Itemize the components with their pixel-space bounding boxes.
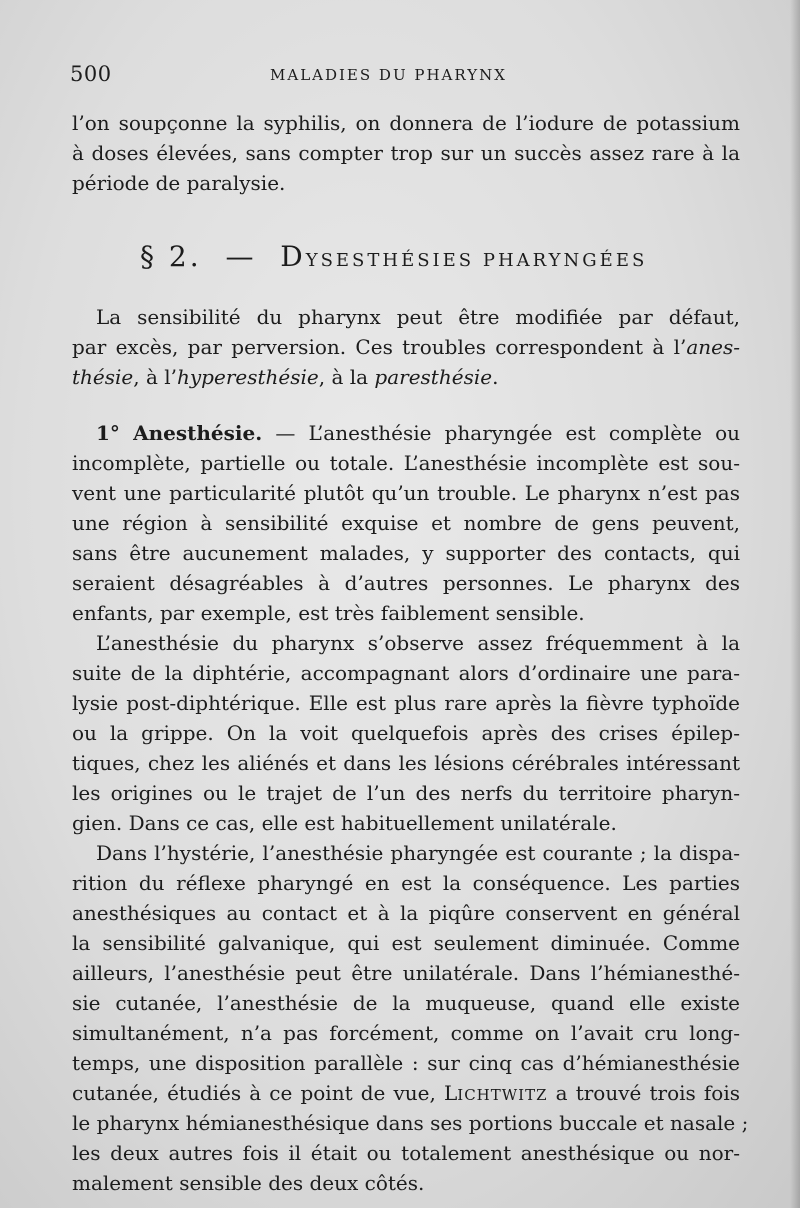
author-name-rest: ICHTWITZ [457, 1086, 548, 1104]
text-line [72, 1078, 740, 1108]
page-edge-shadow [790, 0, 800, 1208]
text-line: vent une particularité plutôt qu’un trouble. Le pharynx n’est pas [72, 481, 740, 505]
text-line: gien. Dans ce cas, elle est habituellement unilatérale. [72, 811, 617, 835]
text-line: L’anesthésie du pharynx s’observe assez fréquemment à la [96, 631, 740, 655]
section-title-initial: D [280, 240, 306, 273]
text-line: l’on soupçonne la syphilis, on donnera de l’iodure de potassium [72, 111, 740, 135]
text-line [72, 332, 740, 362]
text-span: — L’anesthésie pharyngée est complète ou [262, 421, 741, 445]
text-line: suite de la diphtérie, accompagnant alors d’ordinaire une para- [72, 661, 740, 685]
italic-term: thésie [72, 365, 134, 389]
text-span: par excès, par perversion. Ces troubles correspondent à l’ [72, 335, 687, 359]
text-line: ailleurs, l’anesthésie peut être unilatérale. Dans l’hémianesthé- [72, 961, 740, 985]
running-head [70, 62, 730, 92]
text-line: sie cutanée, l’anesthésie de la muqueuse, quand elle existe [72, 991, 740, 1015]
section-dash: — [225, 240, 257, 273]
running-title: MALADIES DU PHARYNX [270, 66, 507, 84]
text-line: sans être aucunement malades, y supporter des contacts, qui [72, 541, 740, 565]
text-span: , à l’ [133, 365, 177, 389]
text-line: lysie post-diphtérique. Elle est plus rare après la fièvre typhoïde [72, 691, 740, 715]
text-line: une région à sensibilité exquise et nombre de gens peuvent, [72, 511, 740, 535]
section-title-rest: YSESTHÉSIES PHARYNGÉES [305, 250, 648, 271]
section-intro-paragraph [72, 302, 740, 392]
text-line: rition du réflexe pharyngé en est la conséquence. Les parties [72, 871, 740, 895]
italic-term: anes- [686, 335, 740, 359]
text-line: à doses élevées, sans compter trop sur un succès assez rare à la [72, 141, 740, 165]
text-line: Dans l’hystérie, l’anesthésie pharyngée est courante ; la dispa- [96, 841, 740, 865]
text-line: seraient désagréables à d’autres personnes. Le pharynx des [72, 571, 740, 595]
text-span: . [492, 365, 499, 389]
text-line: les origines ou le trajet de l’un des nerfs du territoire pharyn- [72, 781, 740, 805]
text-line: simultanément, n’a pas forcément, comme on l’avait cru long- [72, 1021, 740, 1045]
text-line: incomplète, partielle ou totale. L’anesthésie incomplète est sou- [72, 451, 740, 475]
text-line: les deux autres fois il était ou totalement anesthésique ou nor- [72, 1141, 740, 1165]
italic-term: paresthésie [374, 365, 493, 389]
text-line: période de paralysie. [72, 171, 286, 195]
text-line: le pharynx hémianesthésique dans ses portions buccale et nasale ; [72, 1111, 749, 1135]
text-line: tiques, chez les aliénés et dans les lésions cérébrales intéressant [72, 751, 740, 775]
text-line: la sensibilité galvanique, qui est seulement diminuée. Comme [72, 931, 740, 955]
author-name-initial: L [443, 1081, 458, 1105]
text-line: anesthésiques au contact et à la piqûre conservent en général [72, 901, 740, 925]
italic-term: hyperesthésie [177, 365, 319, 389]
text-line: enfants, par exemple, est très faiblement sensible. [72, 601, 585, 625]
text-line: ou la grippe. On la voit quelquefois après des crises épilep- [72, 721, 740, 745]
text-line: temps, une disposition parallèle : sur cinq cas d’hémianesthésie [72, 1051, 740, 1075]
text-line [72, 362, 740, 392]
subsection-number: 1° [96, 421, 120, 445]
subsection-title: Anesthésie. [133, 421, 263, 445]
text-span: a trouvé trois fois [547, 1081, 740, 1105]
anesthesia-section [72, 418, 749, 1198]
text-line: malement sensible des deux côtés. [72, 1171, 425, 1195]
text-span: , à la [318, 365, 375, 389]
text-line: La sensibilité du pharynx peut être modifiée par défaut, [96, 305, 740, 329]
page-number: 500 [70, 62, 112, 86]
subsection-heading-line [72, 418, 740, 448]
text-span: cutanée, étudiés à ce point de vue, [72, 1081, 444, 1105]
intro-paragraph [72, 108, 740, 198]
section-heading [140, 240, 680, 273]
section-number: § 2. [140, 240, 202, 273]
